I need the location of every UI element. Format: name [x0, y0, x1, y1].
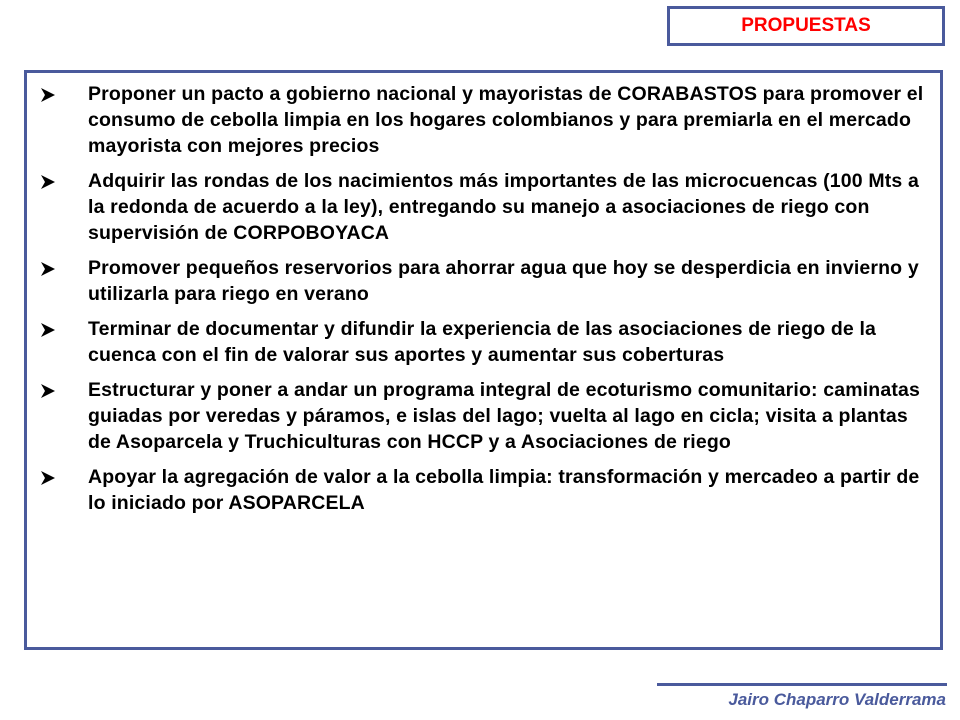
proposal-text: Promover pequeños reservorios para ahorrar agua que hoy se desperdicia en invierno y utilizarla para riego en verano	[88, 257, 919, 305]
author-name: Jairo Chaparro Valderrama	[728, 690, 946, 709]
proposals-list	[41, 81, 926, 516]
proposal-text: Adquirir las rondas de los nacimientos más importantes de las microcuencas (100 Mts a la redonda de acuerdo a la ley), entregando su manejo a asociaciones de riego con supervisión de CORPOBOYACA	[88, 170, 919, 244]
arrowhead-bullet-icon	[41, 262, 55, 276]
arrowhead-bullet-icon	[41, 471, 55, 485]
list-item	[41, 81, 926, 159]
footer-divider	[657, 683, 947, 686]
proposal-text: Apoyar la agregación de valor a la cebolla limpia: transformación y mercadeo a partir de lo iniciado por ASOPARCELA	[88, 466, 920, 514]
arrowhead-bullet-icon	[41, 88, 55, 102]
list-item	[41, 464, 926, 516]
title-box	[667, 6, 945, 46]
proposal-text: Terminar de documentar y difundir la experiencia de las asociaciones de riego de la cuenca con el fin de valorar sus aportes y aumentar sus coberturas	[88, 318, 877, 366]
list-item	[41, 377, 926, 455]
arrowhead-bullet-icon	[41, 175, 55, 189]
list-item	[41, 168, 926, 246]
list-item	[41, 316, 926, 368]
proposal-text: Proponer un pacto a gobierno nacional y mayoristas de CORABASTOS para promover el consumo de cebolla limpia en los hogares colombianos y para premiarla en el mercado mayorista con mejores precios	[88, 83, 924, 157]
proposal-text: Estructurar y poner a andar un programa integral de ecoturismo comunitario: caminatas guiadas por veredas y páramos, e islas del lago; vuelta al lago en cicla; visita a plantas de Asoparcela y Truchiculturas con HCCP y a Asociaciones de riego	[88, 379, 920, 453]
page-title: PROPUESTAS	[741, 15, 871, 36]
arrowhead-bullet-icon	[41, 384, 55, 398]
arrowhead-bullet-icon	[41, 323, 55, 337]
list-item	[41, 255, 926, 307]
proposals-box	[24, 70, 943, 650]
